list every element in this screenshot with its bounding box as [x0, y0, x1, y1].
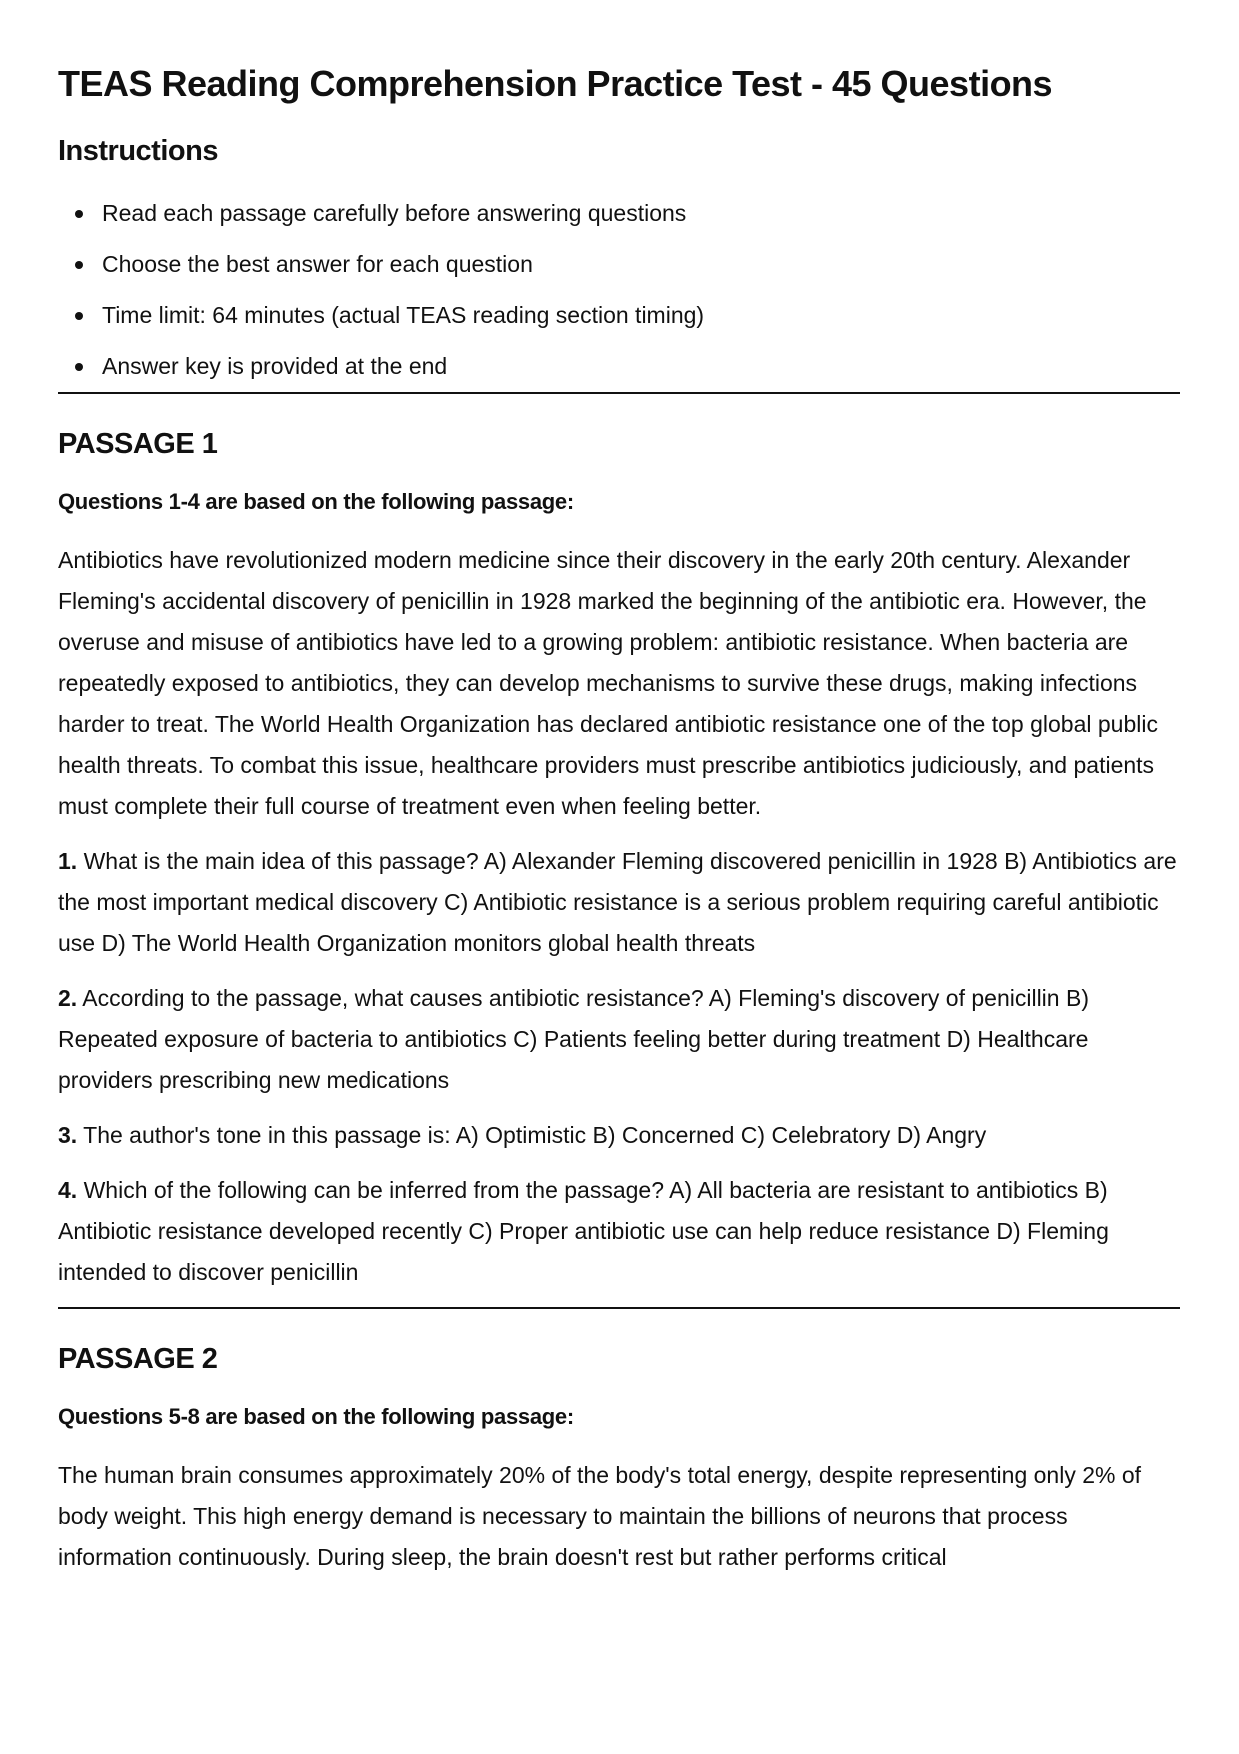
passage-2 — [58, 1343, 1180, 1578]
list-item: Choose the best answer for each question — [102, 239, 1180, 290]
list-item: Read each passage carefully before answering questions — [102, 188, 1180, 239]
question-3 — [58, 1115, 1180, 1156]
question-number: 4. — [58, 1177, 78, 1204]
instructions-list — [58, 188, 1180, 392]
passage-1 — [58, 428, 1180, 1293]
question-4 — [58, 1170, 1180, 1293]
page-title: TEAS Reading Comprehension Practice Test - 45 Questions — [58, 63, 1053, 104]
question-2 — [58, 978, 1180, 1101]
passage-text: Antibiotics have revolutionized modern medicine since their discovery in the early 20th century. Alexander Fleming's accidental discovery of penicillin in 1928 marked the beginning of the antibiotic era. However, the overuse and misuse of antibiotics have led to a growing problem: antibiotic resistance. When bacteria are repeatedly exposed to antibiotics, they can develop mechanisms to survive these drugs, making infections harder to treat. The World Health Organization has declared antibiotic resistance one of the top global public health threats. To combat this issue, healthcare providers must prescribe antibiotics judiciously, and patients must complete their full course of treatment even when feeling better. — [58, 547, 1158, 820]
list-item: Time limit: 64 minutes (actual TEAS reading section timing) — [102, 290, 1180, 341]
question-1 — [58, 841, 1180, 964]
passage-intro: Questions 1-4 are based on the following passage: — [58, 489, 574, 515]
question-number: 3. — [58, 1122, 78, 1149]
question-text: The author's tone in this passage is: A) Optimistic B) Concerned C) Celebratory D) Angry — [77, 1122, 987, 1149]
passage-text: The human brain consumes approximately 20% of the body's total energy, despite representing only 2% of body weight. This high energy demand is necessary to maintain the billions of neurons that process information continuously. During sleep, the brain doesn't rest but rather performs critical — [58, 1462, 1142, 1571]
document-page — [58, 62, 1180, 1592]
passage-heading: PASSAGE 1 — [58, 428, 218, 461]
passage-intro: Questions 5-8 are based on the following passage: — [58, 1404, 574, 1430]
passage-heading: PASSAGE 2 — [58, 1343, 218, 1376]
section-divider — [58, 392, 1180, 394]
question-text: What is the main idea of this passage? A) Alexander Fleming discovered penicillin in 1928 B) Antibiotics are the most important medical discovery C) Antibiotic resistance is a serious problem requiring careful antibiotic use D) The World Health Organization monitors global health threats — [58, 848, 1177, 957]
question-text: According to the passage, what causes antibiotic resistance? A) Fleming's discovery of penicillin B) Repeated exposure of bacteria to antibiotics C) Patients feeling better during treatment D) Healthcare providers prescribing new medications — [58, 985, 1089, 1094]
question-number: 2. — [58, 985, 78, 1012]
list-item: Answer key is provided at the end — [102, 341, 1180, 392]
section-divider — [58, 1307, 1180, 1309]
instructions-heading: Instructions — [58, 135, 218, 168]
question-text: Which of the following can be inferred from the passage? A) All bacteria are resistant to antibiotics B) Antibiotic resistance developed recently C) Proper antibiotic use can help reduce resistance D) Fleming intended to discover penicillin — [58, 1177, 1109, 1286]
question-number: 1. — [58, 848, 78, 875]
